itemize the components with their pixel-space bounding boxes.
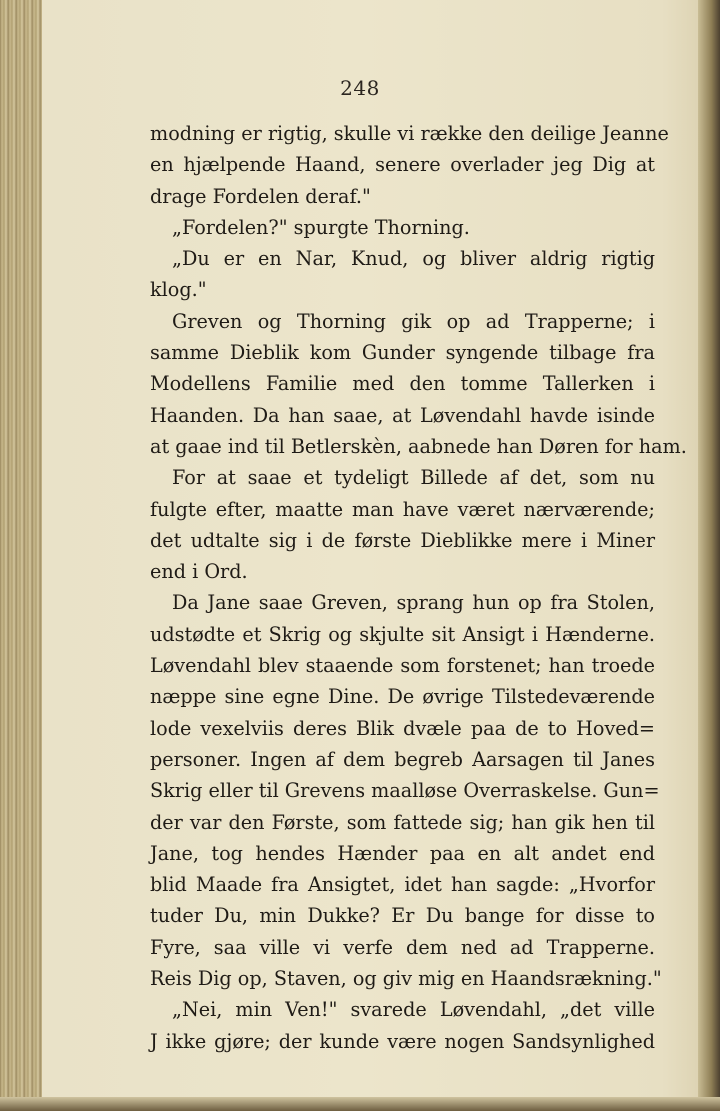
text-line: det udtalte sig i de første Dieblikke mere i Miner (150, 528, 655, 552)
text-line: „Fordelen?" spurgte Thorning. (172, 215, 470, 239)
text-line: Skrig eller til Grevens maalløse Overraskelse. Gun= (150, 779, 660, 803)
text-line: For at saae et tydeligt Billede af det, som nu (172, 466, 655, 490)
page-edge-right (698, 0, 720, 1111)
text-line: Da Jane saae Greven, sprang hun op fra Stolen, (172, 591, 655, 615)
text-line: lode vexelviis deres Blik dvæle paa de to Hoved= (150, 716, 655, 740)
text-line: blid Maade fra Ansigtet, idet han sagde: „Hvorfor (150, 873, 655, 897)
text-line: Greven og Thorning gik op ad Trapperne; i (172, 309, 655, 333)
text-line: en hjælpende Haand, senere overlader jeg Dig at (150, 153, 655, 177)
text-line: der var den Første, som fattede sig; han gik hen til (150, 810, 655, 834)
page-number: 248 (340, 76, 380, 100)
text-line: næppe sine egne Dine. De øvrige Tilstedeværende (150, 685, 655, 709)
text-line: „Nei, min Ven!" svarede Løvendahl, „det ville (172, 998, 655, 1022)
text-line: Reis Dig op, Staven, og giv mig en Haandsrækning." (150, 967, 662, 991)
body-text (150, 118, 687, 1057)
text-line: end i Ord. (150, 560, 248, 584)
page-stack-edge-left (0, 0, 42, 1111)
text-line: J ikke gjøre; der kunde være nogen Sandsynlighed (150, 1029, 655, 1053)
text-line: Løvendahl blev staaende som forstenet; han troede (150, 654, 655, 678)
text-line: Fyre, saa ville vi verfe dem ned ad Trapperne. (150, 935, 655, 959)
text-line: „Du er en Nar, Knud, og bliver aldrig rigtig (172, 247, 655, 271)
text-line: samme Dieblik kom Gunder syngende tilbage fra (150, 341, 655, 365)
text-line: at gaae ind til Betlerskèn, aabnede han Døren for ham. (150, 434, 687, 458)
text-line: fulgte efter, maatte man have været nærværende; (150, 497, 655, 521)
text-line: udstødte et Skrig og skjulte sit Ansigt i Hænderne. (150, 622, 655, 646)
text-line: klog." (150, 278, 207, 302)
text-line: drage Fordelen deraf." (150, 184, 371, 208)
text-line: tuder Du, min Dukke? Er Du bange for disse to (150, 904, 655, 928)
page-edge-bottom (0, 1097, 720, 1111)
text-line: modning er rigtig, skulle vi række den deilige Jeanne (150, 122, 669, 145)
text-line: personer. Ingen af dem begreb Aarsagen til Janes (150, 747, 655, 771)
text-line: Modellens Familie med den tomme Tallerken i (150, 372, 655, 396)
text-line: Jane, tog hendes Hænder paa en alt andet end (150, 841, 655, 865)
text-line: Haanden. Da han saae, at Løvendahl havde isinde (150, 403, 655, 427)
